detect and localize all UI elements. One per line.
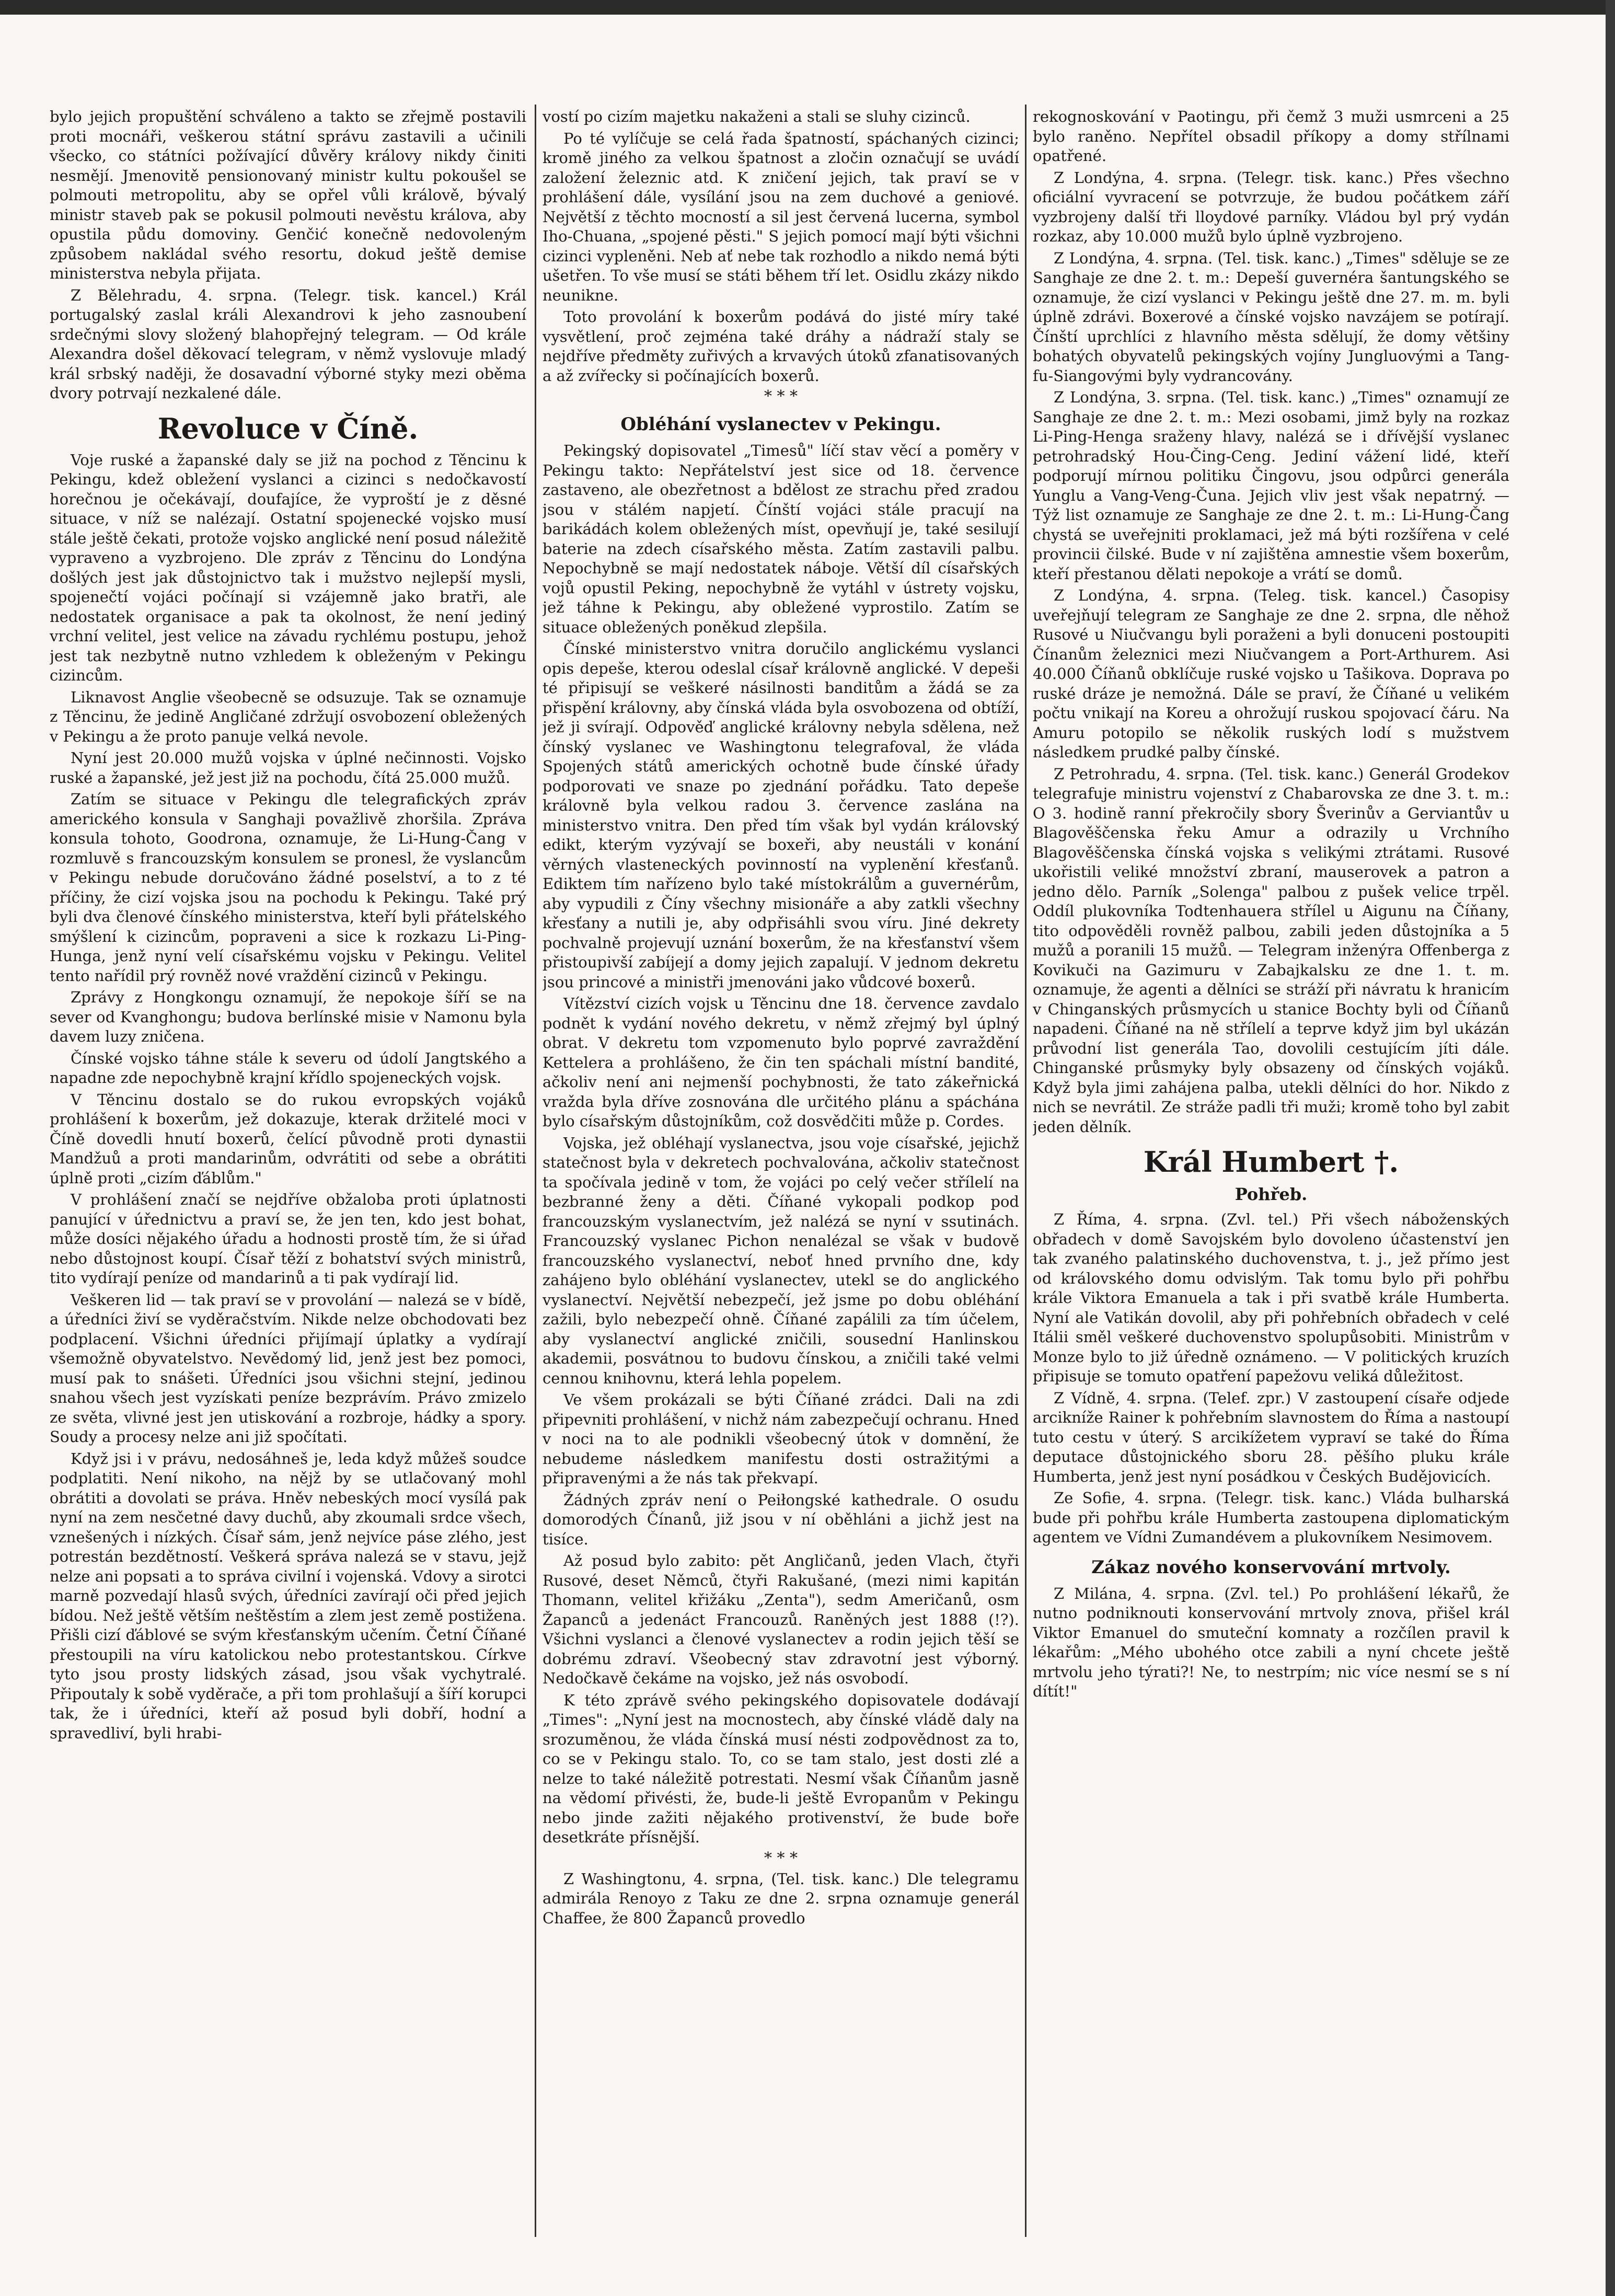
cross-symbol: †.	[1374, 1145, 1399, 1179]
paragraph: Z Londýna, 4. srpna. (Telegr. tisk. kanc.) Přes všechno oficiální vyvracení se potvrzuje, že budou počátkem září vyzbrojeny další tři lloydové parníky. Vládou byl prý vydán rozkaz, aby 10.000 mužů bylo úplně vyzbrojeno.	[1033, 168, 1509, 245]
paragraph: Ve všem prokázali se býti Číňané zrádci. Dali na zdi připevniti prohlášení, v nichž nám zabezpečují ochranu. Hned v noci na to ale podnikli všeobecný útok v domnění, že nebudeme následkem manifestu dosti ostražitými a připravenými a že nás tak překvapí.	[543, 1391, 1019, 1487]
section-heading-zakaz: Zákaz nového konservování mrtvoly.	[1091, 1556, 1451, 1578]
paragraph: Vojska, jež obléhají vyslanectva, jsou voje císařské, jejichž statečnost byla v dekretech pochvalována, ačkoliv statečnost ta spočívala jedině v tom, že vojáci po celý večer střílelí na bezbranné ženy a děti. Číňané vykopali podkop pod francouzským vyslanectvím, jež nalézá se nyní v ssutinách. Francouzský vyslanec Pichon nenalézal se však v budově francouzského vyslanectví, neboť hned prvního dne, kdy zahájeno bylo obléhání vyslanectev, utekl se do anglického vyslanectví. Největší nebezpečí, jež jsme po dobu obléhání zažili, bylo nebezpečí ohně. Číňané zapálili za tím účelem, aby vyslanectví anglické zničili, sousední Hanlinskou akademii, posvátnou to budovu čínskou, a zničili také velmi cennou knihovnu, která lehla popelem.	[543, 1134, 1019, 1387]
scan-right-edge	[1606, 0, 1615, 2296]
paragraph: Po té vylíčuje se celá řada špatností, spáchaných cizinci; kromě jiného za velkou špatnost a zločin označují se uvádí založení železnic atd. K zničení jejich, tak praví se v prohlášení dále, vysílání jsou na zem duchové a geniové. Největší z těchto mocností a sil jest červená lucerna, symbol Iho-Chuana, „spojené pěsti." S jejich pomocí mají býti všichni cizinci vypleněni. Neb ať nebe tak rozhodlo a nikdo nemá býti ušetřen. To vše musí se státi během tří let. Osidlu zkázy nikdo neunikne.	[543, 129, 1019, 304]
paragraph: Z Petrohradu, 4. srpna. (Tel. tisk. kanc.) Generál Grodekov telegrafuje ministru vojenství z Chabarovska ze dne 3. t. m.: O 3. hodině ranní překročily sbory Šverinův a Gerviantův u Blagověščenska řeku Amur a odrazily u Vrchního Blagověščenska čínská vojska s velikými ztrátami. Rusové ukořistili veliké množství zbraní, mauserovek a patron a jedno dělo. Parník „Solenga" palbou z pušek velice trpěl. Oddíl plukovníka Todtenhauera střílel u Aigunu na Číňany, tito odpověděli rovněž palbou, zabili jeden důstojníka a 5 mužů a poranili 15 mužů. — Telegram inženýra Offenberga z Kovikuči na Gazimuru v Zabajkalsku ze dne 1. t. m. oznamuje, že agenti a dělníci se stráží při návratu k hranicím v Chinganských průsmycích u stanice Bochty byli od Číňanů napadeni. Číňané na ně střílelí a teprve když jim byl ukázán průvodní list generála Tao, dovolili cestujícím jíti dále. Chinganské průsmyky byly obsazeny od čínských vojáků. Když byla jimi zahájena palba, utekli dělníci do hor. Nikdo z nich se nevrátil. Ze stráže padli tři muži; kromě toho byl zabit jeden dělník.	[1033, 765, 1509, 1136]
section-heading-humbert	[1033, 1145, 1509, 1179]
section-heading-revoluce: Revoluce v Číně.	[157, 411, 419, 445]
paragraph: Nyní jest 20.000 mužů vojska v úplné nečinnosti. Vojsko ruské a žapanské, jež jest již na pochodu, čítá 25.000 mužů.	[50, 749, 526, 787]
paragraph: Až posud bylo zabito: pět Angličanů, jeden Vlach, čtyři Rusové, deset Němců, čtyři Rakušané, (mezi nimi kapitán Thomann, velitel křižáku „Zenta"), sedm Američanů, osm Žapanců a jedenáct Francouzů. Raněných jest 1888 (!?). Všichni vyslanci a členové vyslanectev a rodin jejich těší se dobrému zdraví. Všeobecný stav zdravotní jest výborný. Nedočkavě čekáme na vojsko, jež nás osvobodí.	[543, 1552, 1019, 1687]
section-separator: * * *	[764, 1849, 798, 1867]
paragraph: Voje ruské a žapanské daly se již na pochod z Těncinu k Pekingu, kdež obležení vyslanci a cizinci s nedočkavostí horečnou je očekávají, doufajíce, že vyproští je z děsné situace, v níž se nalézají. Ostatní spojenecké vojsko musí stále ještě čekati, protože vojsko anglické není posud náležitě vypraveno a vyzbrojeno. Dle zpráv z Těncinu do Londýna došlých jest jak důstojnictvo tak i mužstvo nejlepší mysli, spojenečtí vojáci počínají si vzájemně jako bratři, ale nedostatek organisace a pak ta okolnost, že není jediný vrchní velitel, jest velice na závadu rychlému postupu, jehož jest tak nezbytně nutno vzhledem k obleženým v Pekingu cizincům.	[50, 451, 526, 684]
paragraph: Z Říma, 4. srpna. (Zvl. tel.) Při všech náboženských obřadech v domě Savojském bylo dovoleno účastenství jen tak zvaného palatinského duchovenstva, t. j., jež přímo jest od královského domu odvislým. Tak tomu bylo při pohřbu krále Viktora Emanuela a tak i při svatbě krále Humberta. Nyní ale Vatikán dovolil, aby při pohřebních obřadech v celé Itálii směl veškeré duchovenstvo spolupůsobiti. Ministrům v Monze bylo to již úředně oznámeno. — V politických kruzích připisuje se tomuto opatření papežovu veliká důležitost.	[1033, 1210, 1509, 1385]
section-heading-oblehani: Obléhání vyslanectev v Pekingu.	[620, 414, 941, 435]
paragraph: Z Vídně, 4. srpna. (Telef. zpr.) V zastoupení císaře odjede arcikníže Rainer k pohřebním slavnostem do Říma a nastoupí tuto cestu v úterý. S arcikížetem vypraví se také do Říma deputace důstojnického sboru 28. pěšího pluku krále Humberta, jenž jest nyní posádkou v Českých Budějovicích.	[1033, 1389, 1509, 1485]
paragraph: Veškeren lid — tak praví se v provolání — nalezá se v bídě, a úředníci živí se vyděračstvím. Nikde nelze obchodovati bez podplacení. Všichni úředníci přijímají úplatky a vydírají všemožně obyvatelstvo. Nevědomý lid, jenž jest bez pomoci, musí pak to snášeti. Úředníci jsou všichni stejní, jedinou snahou všech jest vyzískati peníze bezprávím. Právo zmizelo ze světa, vlivné jest jen utiskování a rozbroje, hádky a spory. Soudy a procesy nelze ani již spočítati.	[50, 1290, 526, 1446]
paragraph: bylo jejich propuštění schváleno a takto se zřejmě postavili proti mocnáři, veškerou státní správu zastavili a učinili všecko, co státníci požívající důvěry královy nikdy činiti nesmějí. Jmenovitě pensionovaný ministr kultu pokoušel se polmouti metropolitu, aby se opřel vůli králově, bývalý ministr staveb pak se pokusil polmouti nevěstu králova, aby opustila půdu domoviny. Genčić konečně nedovoleným způsobem nakládal svého resortu, dokud ještě demise ministerstva nebyla přijata.	[50, 108, 526, 282]
column-1	[50, 107, 526, 2234]
paragraph: K této zprávě svého pekingského dopisovatele dodávají „Times": „Nyní jest na mocnostech, aby čínské vládě daly na srozuměnou, že vláda čínská musí nésti zodpovědnost za to, co se v Pekingu stalo. To, co se tam stalo, jest dosti zlé a nelze to také náležitě potrestati. Nesmí však Číňanům jasně na vědomí přivésti, že, bude-li ještě Evropanům v Pekingu nebo jinde zažiti nějakého protivenství, že bude boře desetkráte přísnější.	[543, 1691, 1019, 1846]
paragraph: vostí po cizím majetku nakaženi a stali se sluhy cizinců.	[543, 108, 971, 125]
column-rule-1	[535, 105, 536, 2237]
heading-text: Král Humbert	[1143, 1145, 1365, 1179]
scan-top-edge	[0, 0, 1615, 15]
paragraph: rekognoskování v Paotingu, při čemž 3 muži usmrceni a 25 bylo raněno. Nepřítel obsadil příkopy a domy střílnami opatřené.	[1033, 108, 1509, 165]
column-rule-2	[1025, 105, 1026, 2237]
paragraph: Z Milána, 4. srpna. (Zvl. tel.) Po prohlášení lékařů, že nutno podniknouti konservování mrtvoly znova, přišel král Viktor Emanuel do smuteční komnaty a rozčílen pravil k lékařům: „Mého ubohého otce zabili a nyní chcete ještě mrtvolu jeho týrati?! Ne, to nestrpím; nic více nesmí se s ní dítít!"	[1033, 1584, 1509, 1700]
subheading-pohreb: Pohřeb.	[1235, 1184, 1308, 1204]
paragraph: Z Washingtonu, 4. srpna, (Tel. tisk. kanc.) Dle telegramu admirála Renoyo z Taku ze dne 2. srpna oznamuje generál Chaffee, že 800 Žapanců provedlo	[543, 1870, 1019, 1927]
paragraph: Ze Sofie, 4. srpna. (Telegr. tisk. kanc.) Vláda bulharská bude při pohřbu krále Humberta zastoupena diplomatickým agentem ve Vídni Zumandévem a plukovníkem Nesimovem.	[1033, 1489, 1509, 1546]
paragraph: Žádných zpráv není o Peiłongské kathedrale. O osudu domorodých Čínanů, již jsou v ní oběhláni a jichž jest na tisíce.	[543, 1491, 1019, 1548]
paragraph: Pekingský dopisovatel „Timesů" líčí stav věcí a poměry v Pekingu takto: Nepřátelství jest sice od 18. července zastaveno, ale obezřetnost a bdělost ze strachu před zradou jsou v stálém napjetí. Čínští vojáci stále pracují na barikádách kolem obležených míst, opevňují je, také sesilují baterie na zdech císařského města. Zatím zastavili palbu. Nepochybně se mají nedostatek náboje. Větší díl císařských vojů opustil Peking, nepochybně že vytáhl v ústrety vojsku, jež táhne k Pekingu, aby obležené vyprostilo. Zatím se situace obležených poněkud zlepšila.	[543, 442, 1019, 636]
paragraph: Když jsi i v právu, nedosáhneš je, leda když můžeš soudce podplatiti. Není nikoho, na nějž by se utlačovaný mohl obrátiti a dovolati se práva. Hněv nebeských mocí vysílá pak nyní na zem nesčetné davy duchů, aby zkoumali srdce všech, vznešených i nízkých. Čísař sám, jenž nejvíce páse zlého, jest potrestán bezdětností. Veškerá správa nalezá se v stavu, jejž nelze ani popsati a to správa civilní i vojenská. Vdovy a sirotci marně pozvedají hlasů svých, úředníci zavírají oči před jejich bídou. Než ještě větším neštěstím a zlem jest země postižena. Přišli cizí ďáblové se svým křesťanským učením. Četní Číňané přestoupili na víru katolickou nebo protestantskou. Církve tyto jsou prosty lidských zásad, jsou však vychytralé. Připoutaly k sobě vyděrače, a při tom prohlašují a šíří korupci tak, že i úředníci, kteří až posud byli dobří, hodní a spravedliví, byli hrabi-	[50, 1449, 526, 1742]
paragraph: Vítězství cizích vojsk u Těncinu dne 18. července zavdalo podnět k vydání nového dekretu, v němž zřejmý byl úplný obrat. V dekretu tom vzpomenuto bylo poprvé zavraždění Kettelera a prohlášeno, že čin ten spáchali místní bandité, ačkoliv není ani nejmenší pochybnosti, že tato zákeřnická vražda byla dříve zosnována dle určitého plánu a spáchána bylo císařským důstojníkům, což dosvědčiti může p. Cordes.	[543, 995, 1019, 1130]
paragraph: Z Londýna, 4. srpna. (Teleg. tisk. kancel.) Časopisy uveřejňují telegram ze Sanghaje ze dne 2. srpna, dle něhož Rusové u Niučvangu byli poraženi a byli donuceni postoupiti Čínanům železnici mezi Niučvangem a Port-Arthurem. Asi 40.000 Číňanů obklíčuje ruské vojsko u Tašikova. Doprava po ruské dráze je nemožná. Dále se praví, že Číňané u velikém počtu vnikají na Koreu a ohrožují ruskou spojovací čáru. Na Amuru potopilo se několik ruských lodí s mužstvem následkem prudké palby čínské.	[1033, 586, 1509, 761]
paragraph: Liknavost Anglie všeobecně se odsuzuje. Tak se oznamuje z Těncinu, že jedině Angličané zdržují osvobození obležených v Pekingu a že proto panuje velká nevole.	[50, 688, 526, 745]
paragraph: Čínské ministerstvo vnitra doručilo anglickému vyslanci opis depeše, kterou odeslal císař královně anglické. V depeši té připisují se veškeré násilnosti banditům a žádá se za přispění královny, aby čínská vláda byla osvobozena od obtíží, jež ji svírají. Odpověď anglické královny nebyla sdělena, než čínský vyslanec ve Washingtonu telegrafoval, že vláda Spojených států amerických ochotně bude čínské úřady podporovati ve snaze po zjednání pořádku. Tato depeše královně byla velkou radou 3. července zaslána na ministerstvo vnitra. Den před tím však byl vydán královský edikt, kterým vyzývají se boxeři, aby neustáli v konání věrných vlasteneckých povinností na vyplenění křesťanů. Ediktem tím nařízeno bylo také místokrálům a guvernérům, aby vypudili z Číny všechny misionáře a aby zatkli všechny křesťany a nutili je, aby odpřisáhli svou víru. Jiné dekrety pochvalně projevují uznání boxerům, že na křesťanství všem přistoupivší zabíjejí a domy jejich zapalují. V jednom dekretu jsou princové a ministři jmenováni jako vůdcové boxerů.	[543, 640, 1019, 991]
paragraph: V prohlášení značí se nejdříve obžaloba proti úplatnosti panující v úřednictvu a praví se, že jen ten, kdo jest bohat, může dosíci nějakého úřadu a hodnosti prostě tím, že si úřad nebo důstojnost koupí. Čísař těží z bohatství svých ministrů, tito vydírají peníze od mandarinů a ti pak vydírají lid.	[50, 1191, 526, 1287]
paragraph: Z Bělehradu, 4. srpna. (Telegr. tisk. kancel.) Král portugalský zaslal králi Alexandrovi k jeho zasnoubení srdečnými slovy složený blahopřejný telegram. — Od krále Alexandra došel děkovací telegram, v němž vyslovuje mladý král srbský naději, že dosavadní výborné styky mezi oběma dvory potrvají nezkalené dále.	[50, 286, 526, 402]
paragraph: Z Londýna, 3. srpna. (Tel. tisk. kanc.) „Times" oznamují ze Sanghaje ze dne 2. t. m.: Mezi osobami, jimž byly na rozkaz Li-Ping-Henga sraženy hlavy, nalézá se i dřívější vyslanec petrohradský Hou-Čing-Ceng. Jediní vážení lidé, kteří podporují mírnou politiku Čingovu, jsou odpůrci generála Yunglu a Vang-Veng-Čuna. Jejich vliv jest však nepatrný. — Týž list oznamuje ze Sanghaje ze dne 2. t. m.: Li-Hung-Čang chystá se uveřejniti proklamaci, jež má býti rozšířena v celé provincii čilské. Bude v ní zajištěna amnestie všem boxerům, kteří přestanou dělati nepokoje a vrátí se domů.	[1033, 388, 1509, 583]
paragraph: Zatím se situace v Pekingu dle telegrafických zpráv amerického konsula v Sanghaji považlivě zhoršila. Zpráva konsula tohoto, Goodrona, oznamuje, že Li-Hung-Čang v rozmluvě s francouzským konsulem se pronesl, že vyslancům v Pekingu nebude doručováno žádné poselství, a to z té příčiny, že cizí vojska jsou na pochodu k Pekingu. Také prý byli dva členové čínského ministerstva, kteří byli přátelského smýšlení k cizincům, popraveni a sice k rozkazu Li-Ping-Hunga, jenž nyní velí císařskému vojsku v Pekingu. Velitel tento nařídil prý rovněž nové vraždění cizinců v Pekingu.	[50, 790, 526, 985]
paragraph: V Těncinu dostalo se do rukou evropských vojáků prohlášení k boxerům, jež dokazuje, kterak držitelé moci v Číně dovedli hnutí boxerů, čelící původně proti dynastii Mandžuů a proti mandarinům, odvrátiti od sebe a obrátiti úplně proti „cizím ďáblům."	[50, 1090, 526, 1187]
paragraph: Z Londýna, 4. srpna. (Tel. tisk. kanc.) „Times" sděluje se ze Sanghaje ze dne 2. t. m.: Depeší guvernéra šantungského se oznamuje, že cizí vyslanci v Pekingu ještě dne 27. m. m. byli úplně zdrávi. Boxerové a čínské vojsko navzájem se potírají. Čínští uprchlíci z hlavního města sdělují, že domy většiny bohatých obyvatelů pekingských vojíny Jungluovými a Tang-fu-Siangovými byly vydrancovány.	[1033, 249, 1509, 385]
paragraph: Čínské vojsko táhne stále k severu od údolí Jangtského a napadne zde nepochybně krajní křídlo spojeneckých vojsk.	[50, 1049, 526, 1087]
paragraph: Toto provolání k boxerům podává do jisté míry také vysvětlení, proč zejména také dráhy a nádraží staly se nejdříve předměty zuřivých a krvavých útoků zfanatisovaných a až zvířecky si počínajících boxerů.	[543, 308, 1019, 385]
column-2	[543, 107, 1019, 2234]
section-separator: * * *	[764, 387, 798, 406]
paragraph: Zprávy z Hongkongu oznamují, že nepokoje šíří se na sever od Kvanghongu; budova berlínské misie v Namonu byla davem luzy zničena.	[50, 988, 526, 1045]
column-3	[1033, 107, 1509, 2234]
